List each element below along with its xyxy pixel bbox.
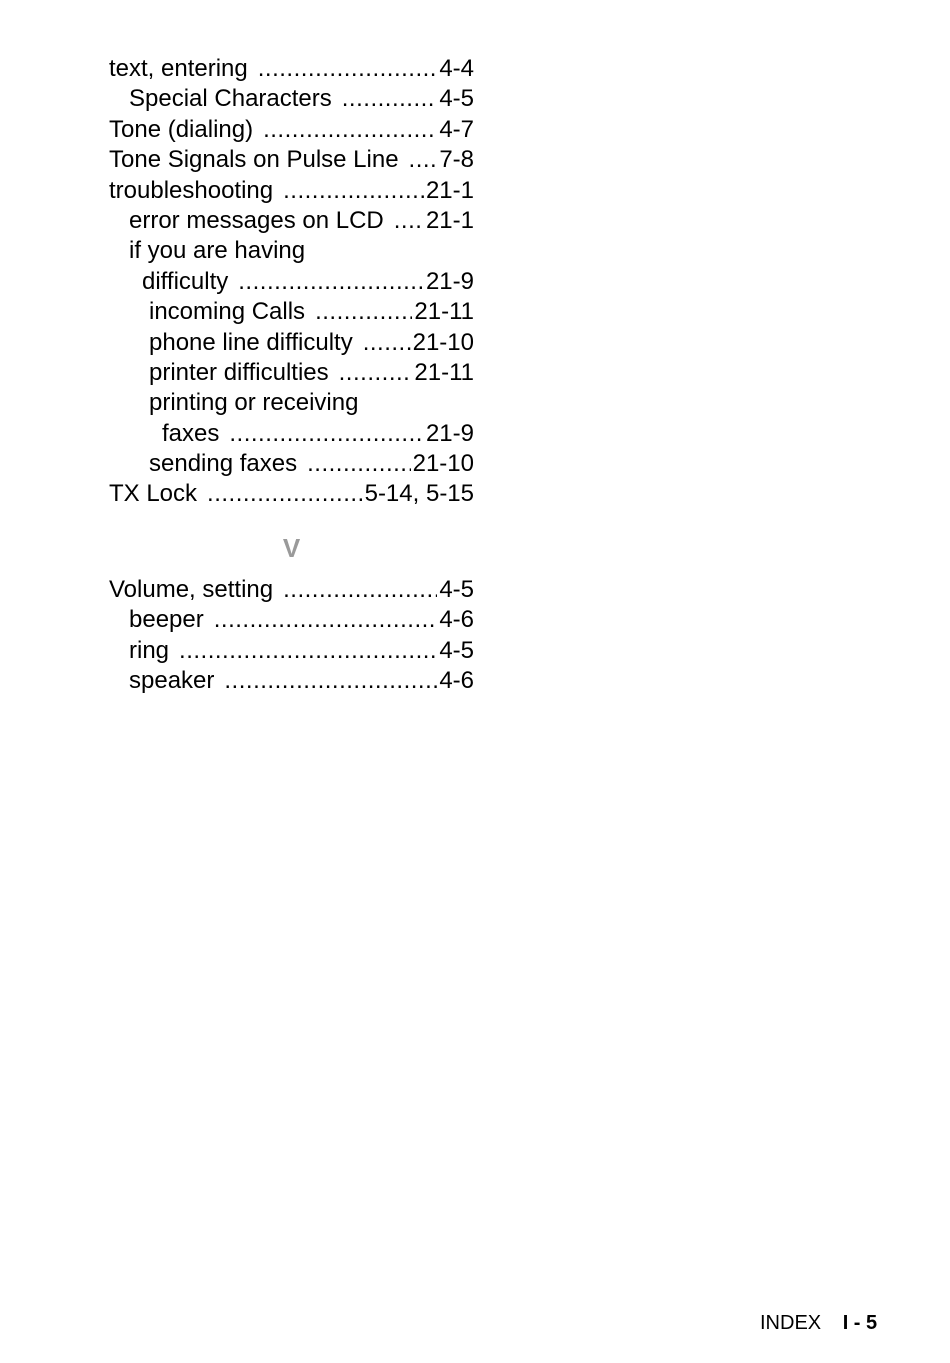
index-entry — [109, 666, 474, 696]
footer-page-number: I - 5 — [842, 1312, 878, 1334]
dot-leader — [207, 479, 363, 509]
index-group-t — [109, 54, 474, 510]
dot-leader — [363, 328, 411, 358]
index-page-ref: 4-6 — [439, 667, 474, 695]
index-page-ref: 21-11 — [414, 298, 474, 326]
index-term: text, entering — [109, 55, 248, 82]
page-footer — [760, 1310, 877, 1336]
index-entry — [109, 297, 474, 327]
index-entry — [109, 419, 474, 449]
index-page-ref: 5-14, 5-15 — [364, 480, 474, 508]
index-page-ref: 4-5 — [439, 636, 474, 664]
dot-leader — [409, 145, 438, 175]
index-term: error messages on LCD — [129, 206, 384, 234]
dot-leader — [315, 297, 412, 327]
dot-leader — [258, 54, 438, 84]
index-term: printing or receiving — [149, 389, 359, 417]
index-page-ref: 4-5 — [439, 575, 474, 603]
index-entry — [109, 145, 474, 175]
index-entry — [109, 84, 474, 114]
index-page-ref: 21-9 — [425, 419, 474, 447]
dot-leader — [214, 605, 438, 635]
index-term: ring — [129, 636, 170, 664]
index-page-ref: 4-5 — [439, 85, 474, 113]
index-entry — [109, 267, 474, 297]
index-entry — [109, 236, 474, 266]
index-term: beeper — [129, 606, 204, 634]
index-page-ref: 21-1 — [425, 206, 474, 234]
dot-leader — [342, 84, 438, 114]
index-term: phone line difficulty — [149, 328, 353, 356]
section-letter-v: V — [282, 532, 301, 563]
index-term: Tone Signals on Pulse Line — [109, 146, 399, 174]
index-entry — [109, 449, 474, 479]
index-page-ref: 21-10 — [412, 328, 474, 356]
index-term: Special Characters — [129, 85, 332, 113]
dot-leader — [224, 666, 437, 696]
index-entry — [109, 115, 474, 145]
dot-leader — [283, 575, 437, 605]
dot-leader — [229, 419, 424, 449]
index-page-ref: 7-8 — [439, 146, 474, 174]
index-page-ref: 4-4 — [439, 55, 474, 82]
dot-leader — [339, 358, 413, 388]
index-page-ref: 21-10 — [412, 450, 474, 478]
footer-label: INDEX — [760, 1312, 822, 1334]
index-entry — [109, 575, 474, 605]
index-page-ref: 21-1 — [425, 176, 474, 204]
dot-leader — [307, 449, 411, 479]
index-term: faxes — [162, 419, 220, 447]
index-entry — [109, 206, 474, 236]
index-page-ref: 4-6 — [439, 606, 474, 634]
index-page-ref: 4-7 — [439, 115, 474, 143]
index-term: Volume, setting — [109, 575, 274, 603]
index-term: difficulty — [142, 267, 229, 295]
index-term: printer difficulties — [149, 358, 329, 386]
index-entry — [109, 636, 474, 666]
index-term: troubleshooting — [109, 176, 274, 204]
index-column — [109, 54, 474, 696]
index-term: Tone (dialing) — [109, 115, 254, 143]
index-entry — [109, 54, 474, 84]
index-entry — [109, 176, 474, 206]
index-page-ref: 21-11 — [414, 358, 474, 386]
dot-leader — [394, 206, 424, 236]
dot-leader — [179, 636, 437, 666]
index-term: TX Lock — [109, 480, 198, 508]
index-term: speaker — [129, 667, 215, 695]
index-entry — [109, 388, 474, 418]
index-entry — [109, 479, 474, 509]
index-page-ref: 21-9 — [425, 267, 474, 295]
index-term: incoming Calls — [149, 298, 306, 326]
index-group-v — [109, 575, 474, 697]
dot-leader — [283, 176, 424, 206]
index-term: sending faxes — [149, 450, 298, 478]
index-entry — [109, 358, 474, 388]
dot-leader — [263, 115, 437, 145]
dot-leader — [238, 267, 424, 297]
index-term: if you are having — [129, 237, 306, 265]
index-entry — [109, 328, 474, 358]
index-entry — [109, 605, 474, 635]
